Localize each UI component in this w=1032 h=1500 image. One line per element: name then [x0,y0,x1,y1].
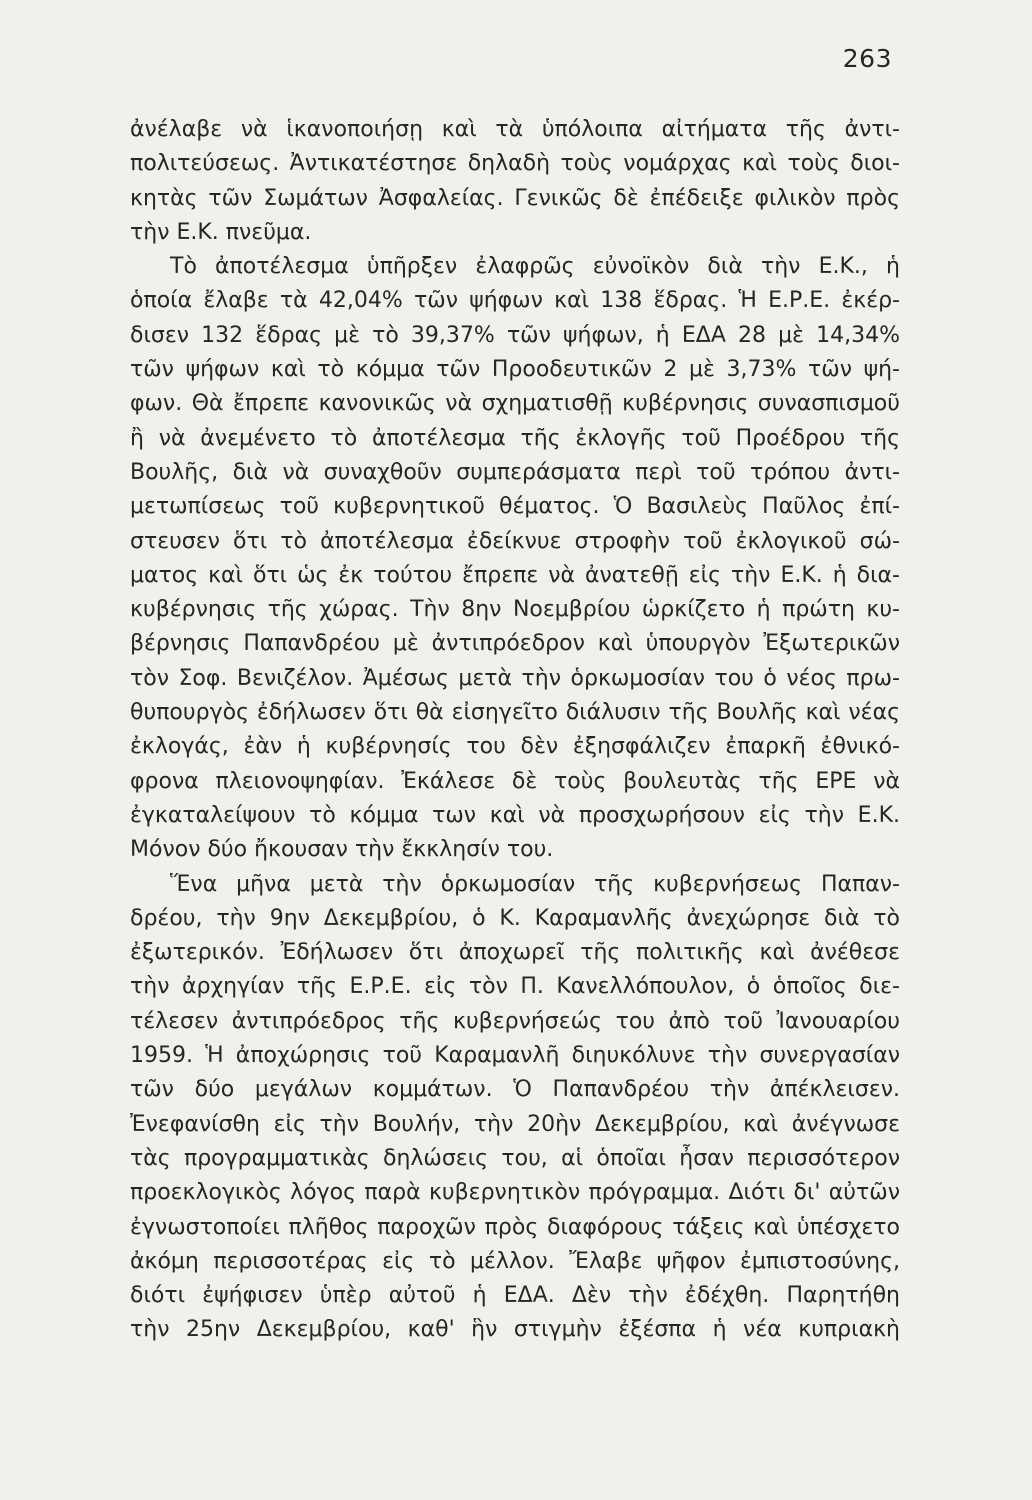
page-number: 263 [842,44,892,73]
text-line: ἐγνωστοποίει πλῆθος παροχῶν πρὸς διαφόρους τάξεις καὶ ὑπέσχετο [130,1214,900,1240]
text-line: Ἕνα μῆνα μετὰ τὴν ὁρκωμοσίαν τῆς κυβερνήσεως Παπαν- [170,871,900,897]
text-line: Ἐνεφανίσθη εἰς τὴν Βουλήν, τὴν 20ὴν Δεκεμβρίου, καὶ ἀνέγνωσε [130,1111,900,1137]
text-line: τέλεσεν ἀντιπρόεδρος τῆς κυβερνήσεώς του ἀπὸ τοῦ Ἰανουαρίου [130,1008,900,1034]
text-line: βέρνησις Παπανδρέου μὲ ἀντιπρόεδρον καὶ ὑπουργὸν Ἐξωτερικῶν [130,631,900,657]
text-line: πολιτεύσεως. Ἀντικατέστησε δηλαδὴ τοὺς νομάρχας καὶ τοὺς διοι- [130,151,900,177]
text-line: Τὸ ἀποτέλεσμα ὑπῆρξεν ἐλαφρῶς εὐνοϊκὸν διὰ τὴν Ε.Κ., ἡ [170,254,900,280]
text-line: τὴν ἀρχηγίαν τῆς Ε.Ρ.Ε. εἰς τὸν Π. Κανελλόπουλον, ὁ ὁποῖος διε- [130,974,900,1000]
text-line: ἐκλογάς, ἐὰν ἡ κυβέρνησίς του δὲν ἐξησφάλιζεν ἐπαρκῆ ἐθνικό- [130,734,900,760]
text-line: ἀκόμη περισσοτέρας εἰς τὸ μέλλον. Ἔλαβε ψῆφον ἐμπιστοσύνης, [130,1248,900,1274]
text-line: ματος καὶ ὅτι ὡς ἐκ τούτου ἔπρεπε νὰ ἀνατεθῇ εἰς τὴν Ε.Κ. ἡ δια- [130,562,900,588]
text-line: θυπουργὸς ἐδήλωσεν ὅτι θὰ εἰσηγεῖτο διάλυσιν τῆς Βουλῆς καὶ νέας [130,700,900,726]
text-line: 1959. Ἡ ἀποχώρησις τοῦ Καραμανλῆ διηυκόλυνε τὴν συνεργασίαν [130,1043,900,1069]
text-line: Βουλῆς, διὰ νὰ συναχθοῦν συμπεράσματα περὶ τοῦ τρόπου ἀντι- [130,459,900,485]
text-line: ἐγκαταλείψουν τὸ κόμμα των καὶ νὰ προσχωρήσουν εἰς τὴν Ε.Κ. [130,802,900,828]
text-line: ἀνέλαβε νὰ ἱκανοποιήσῃ καὶ τὰ ὑπόλοιπα αἰτήματα τῆς ἀντι- [130,117,900,142]
text-line: ἐξωτερικόν. Ἐδήλωσεν ὅτι ἀποχωρεῖ τῆς πολιτικῆς καὶ ἀνέθεσε [130,940,900,966]
body-text [130,113,900,1382]
text-line: τὰς προγραμματικὰς δηλώσεις του, αἱ ὁποῖαι ἦσαν περισσότερον [130,1145,900,1171]
text-line: τὸν Σοφ. Βενιζέλον. Ἀμέσως μετὰ τὴν ὁρκωμοσίαν του ὁ νέος πρω- [130,665,900,691]
text-line: δρέου, τὴν 9ην Δεκεμβρίου, ὁ Κ. Καραμανλῆς ἀνεχώρησε διὰ τὸ [130,905,900,931]
text-line: Μόνον δύο ἤκουσαν τὴν ἔκκλησίν του. [130,837,554,863]
text-line: φων. Θὰ ἔπρεπε κανονικῶς νὰ σχηματισθῇ κυβέρνησις συνασπισμοῦ [130,391,900,417]
text-line: τῶν ψήφων καὶ τὸ κόμμα τῶν Προοδευτικῶν 2 μὲ 3,73% τῶν ψή- [130,357,900,383]
text-line: ὁποία ἔλαβε τὰ 42,04% τῶν ψήφων καὶ 138 ἕδρας. Ἡ Ε.Ρ.Ε. ἐκέρ- [130,288,900,314]
text-line: τῶν δύο μεγάλων κομμάτων. Ὁ Παπανδρέου τὴν ἀπέκλεισεν. [130,1077,900,1103]
text-line: κυβέρνησις τῆς χώρας. Τὴν 8ην Νοεμβρίου ὡρκίζετο ἡ πρώτη κυ- [130,597,900,623]
text-line: στευσεν ὅτι τὸ ἀποτέλεσμα ἐδείκνυε στροφὴν τοῦ ἐκλογικοῦ σώ- [130,528,900,554]
text-line: τὴν 25ην Δεκεμβρίου, καθ' ἣν στιγμὴν ἐξέσπα ἡ νέα κυπριακὴ [130,1317,900,1343]
text-line: κητὰς τῶν Σωμάτων Ἀσφαλείας. Γενικῶς δὲ ἐπέδειξε φιλικὸν πρὸς [130,185,900,211]
text-line: προεκλογικὸς λόγος παρὰ κυβερνητικὸν πρόγραμμα. Διότι δι' αὐτῶν [130,1180,900,1206]
text-line: φρονα πλειονοψηφίαν. Ἐκάλεσε δὲ τοὺς βουλευτὰς τῆς ΕΡΕ νὰ [130,768,900,794]
text-line [130,1348,900,1382]
text-line: δισεν 132 ἕδρας μὲ τὸ 39,37% τῶν ψήφων, ἡ ΕΔΑ 28 μὲ 14,34% [130,322,900,348]
text-line: ἢ νὰ ἀνεμένετο τὸ ἀποτέλεσμα τῆς ἐκλογῆς τοῦ Προέδρου τῆς [130,425,900,451]
text-line: τὴν Ε.Κ. πνεῦμα. [130,219,312,245]
text-line: διότι ἐψήφισεν ὑπὲρ αὐτοῦ ἡ ΕΔΑ. Δὲν τὴν ἐδέχθη. Παρητήθη [130,1283,900,1309]
text-line: μετωπίσεως τοῦ κυβερνητικοῦ θέματος. Ὁ Βασιλεὺς Παῦλος ἐπί- [130,494,900,520]
